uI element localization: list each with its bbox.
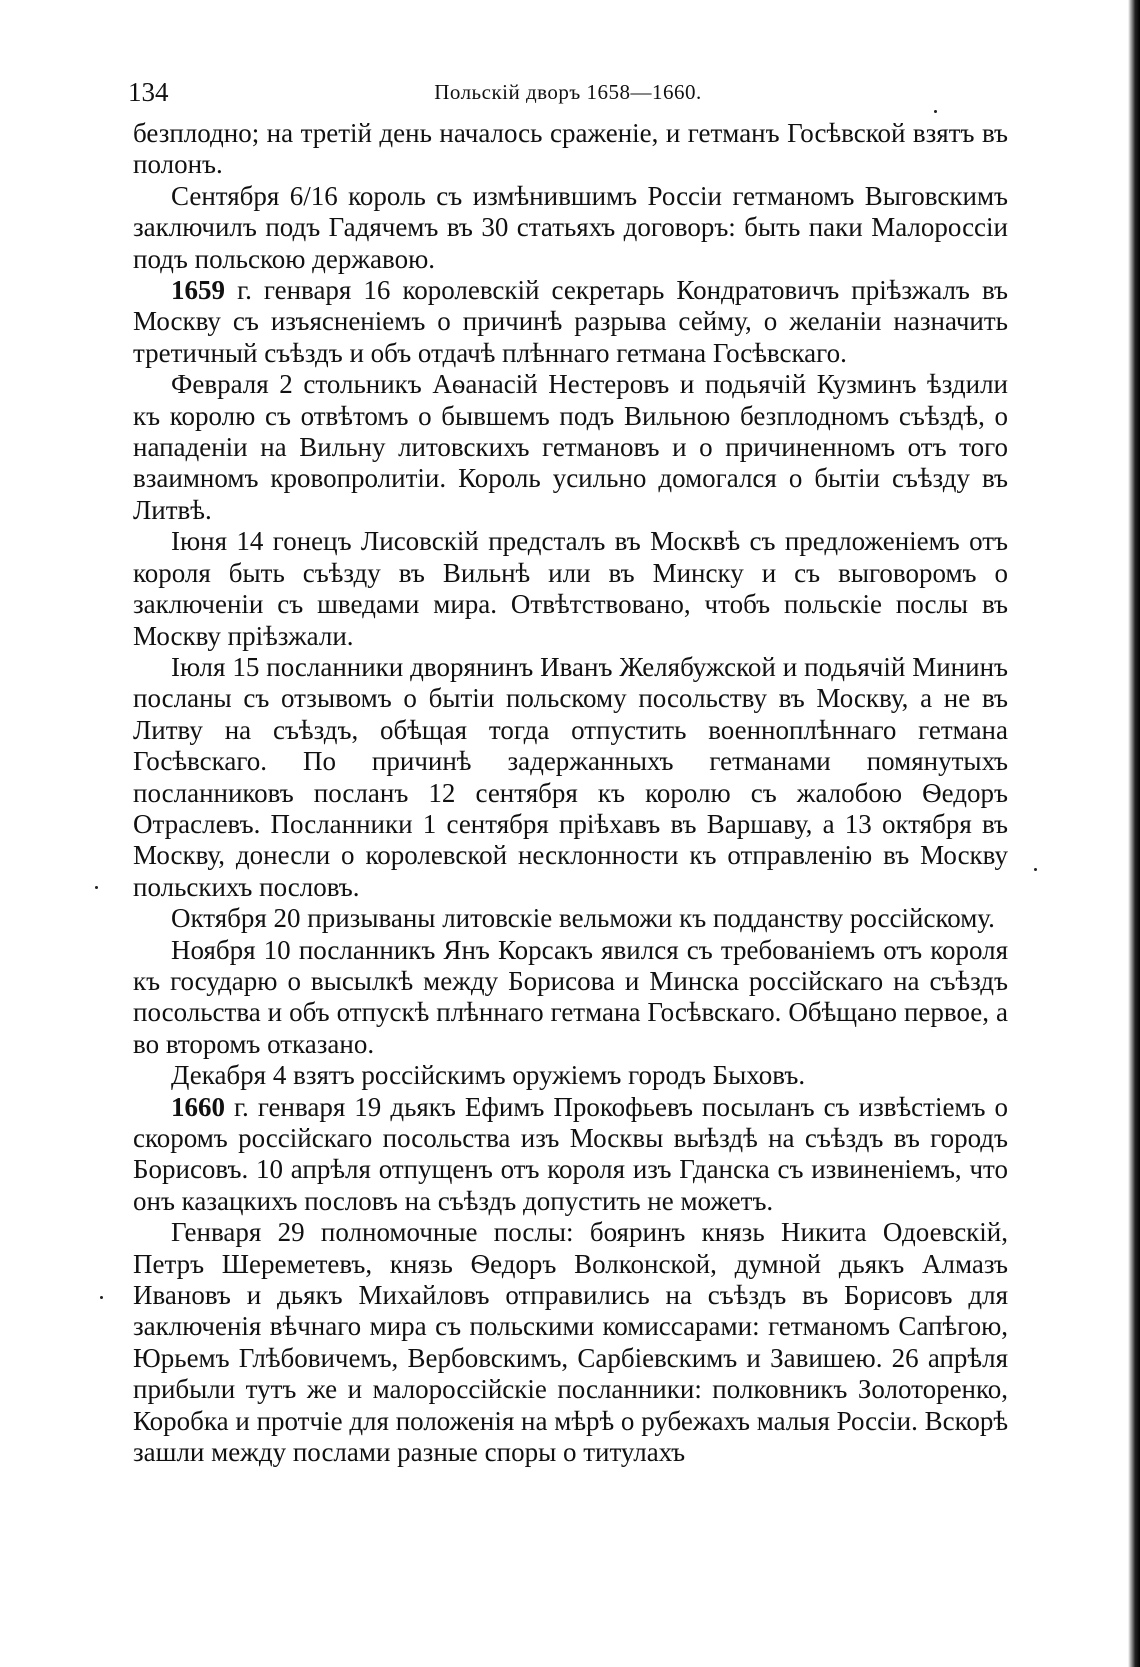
scan-speck bbox=[934, 110, 937, 113]
paragraph-text: Октября 20 призываны литовскіе вельможи къ подданству россійскому. bbox=[171, 903, 995, 934]
scan-edge-shadow bbox=[1128, 0, 1140, 1667]
paragraph bbox=[133, 1060, 1008, 1091]
paragraph-text: безплодно; на третій день началось сраженіе, и гетманъ Госѣвской взятъ въ полонъ. bbox=[133, 118, 1008, 180]
scan-speck bbox=[1034, 868, 1037, 871]
paragraph bbox=[133, 181, 1008, 275]
main-text bbox=[133, 118, 1008, 1468]
paragraph-text: Февраля 2 стольникъ Аѳанасій Нестеровъ и подьячій Кузминъ ѣздили къ королю съ отвѣтомъ о бывшемъ подъ Вильною безплодномъ съѣздѣ, о нападеніи на Вильну литовскихъ гетмановъ и о причиненномъ отъ того взаимномъ кровопролитіи. Король усильно домогался о бытіи съѣзду въ Литвѣ. bbox=[133, 369, 1008, 525]
paragraph bbox=[133, 1092, 1008, 1218]
paragraph-text: Іюня 14 гонецъ Лисовскій предсталъ въ Москвѣ съ предложеніемъ отъ короля быть съѣзду въ Вильнѣ или въ Минску и съ выговоромъ о заключеніи съ шведами мира. Отвѣтствовано, чтобъ польскіе послы въ Москву пріѣзжали. bbox=[133, 526, 1008, 651]
paragraph-text: Генваря 29 полномочные послы: бояринъ князь Никита Одоевскій, Петръ Шереметевъ, князь Ѳедоръ Волконской, думной дьякъ Алмазъ Ивановъ и дьякъ Михайловъ отправились на съѣздъ въ Борисовъ для заключенія вѣчнаго мира съ польскими комиссарами: гетманомъ Сапѣгою, Юрьемъ Глѣбовичемъ, Вербовскимъ, Сарбіевскимъ и Завишею. 26 апрѣля прибыли тутъ же и малороссійскіе посланники: полковникъ Золоторенко, Коробка и протчіе для положенія на мѣрѣ о рубежахъ малыя Россіи. Вскорѣ зашли между послами разные споры о титулахъ bbox=[133, 1217, 1008, 1468]
year-heading: 1659 bbox=[171, 275, 225, 306]
paragraph bbox=[133, 275, 1008, 369]
paragraph-text: Ноября 10 посланникъ Янъ Корсакъ явился съ требованіемъ отъ короля къ государю о высылкѣ между Борисова и Минска россійскаго на съѣздъ посольства и объ отпускѣ плѣннаго гетмана Госѣвскаго. Обѣщано первое, а во второмъ отказано. bbox=[133, 934, 1008, 1059]
paragraph bbox=[133, 903, 1008, 934]
paragraph-text: Сентября 6/16 король съ измѣнившимъ Россіи гетманомъ Выговскимъ заключилъ подъ Гадячемъ въ 30 статьяхъ договоръ: быть паки Малороссіи подъ польскою державою. bbox=[133, 180, 1008, 274]
page-header bbox=[128, 72, 1008, 112]
paragraph bbox=[133, 1217, 1008, 1468]
paragraph-text: г. генваря 19 дьякъ Ефимъ Прокофьевъ посыланъ съ извѣстіемъ о скоромъ россійскаго посольства изъ Москвы выѣздѣ на съѣздъ въ городъ Борисовъ. 10 апрѣля отпущенъ отъ короля изъ Гданска съ извиненіемъ, что онъ казацкихъ пословъ на съѣздъ допустить не можетъ. bbox=[133, 1091, 1008, 1216]
paragraph bbox=[133, 652, 1008, 903]
year-heading: 1660 bbox=[171, 1091, 225, 1122]
paragraph bbox=[133, 526, 1008, 652]
paragraph bbox=[133, 935, 1008, 1061]
scan-speck bbox=[95, 886, 98, 889]
paragraph-text: Декабря 4 взятъ россійскимъ оружіемъ городъ Быховъ. bbox=[171, 1060, 806, 1091]
running-title: Польскій дворъ 1658—1660. bbox=[434, 80, 702, 104]
paragraph bbox=[133, 118, 1008, 181]
paragraph-text: г. генваря 16 королевскій секретарь Кондратовичъ пріѣзжалъ въ Москву съ изъясненіемъ о причинѣ разрыва сейму, о желаніи назначить третичный съѣздъ и объ отдачѣ плѣннаго гетмана Госѣвскаго. bbox=[133, 275, 1008, 368]
paragraph bbox=[133, 369, 1008, 526]
scan-speck bbox=[100, 1296, 103, 1299]
page-number: 134 bbox=[128, 77, 169, 107]
paragraph-text: Іюля 15 посланники дворянинъ Иванъ Желябужской и подьячій Мининъ посланы съ отзывомъ о бытіи польскому посольству въ Москву, а не въ Литву на съѣздъ, обѣщая тогда отпустить военноплѣннаго гетмана Госѣвскаго. По причинѣ задержанныхъ гетманами помянутыхъ посланниковъ посланъ 12 сентября къ королю съ жалобою Ѳедоръ Отраслевъ. Посланники 1 сентября пріѣхавъ въ Варшаву, а 13 октября въ Москву, донесли о королевской несклонности къ отправленію въ Москву польскихъ пословъ. bbox=[133, 651, 1008, 902]
